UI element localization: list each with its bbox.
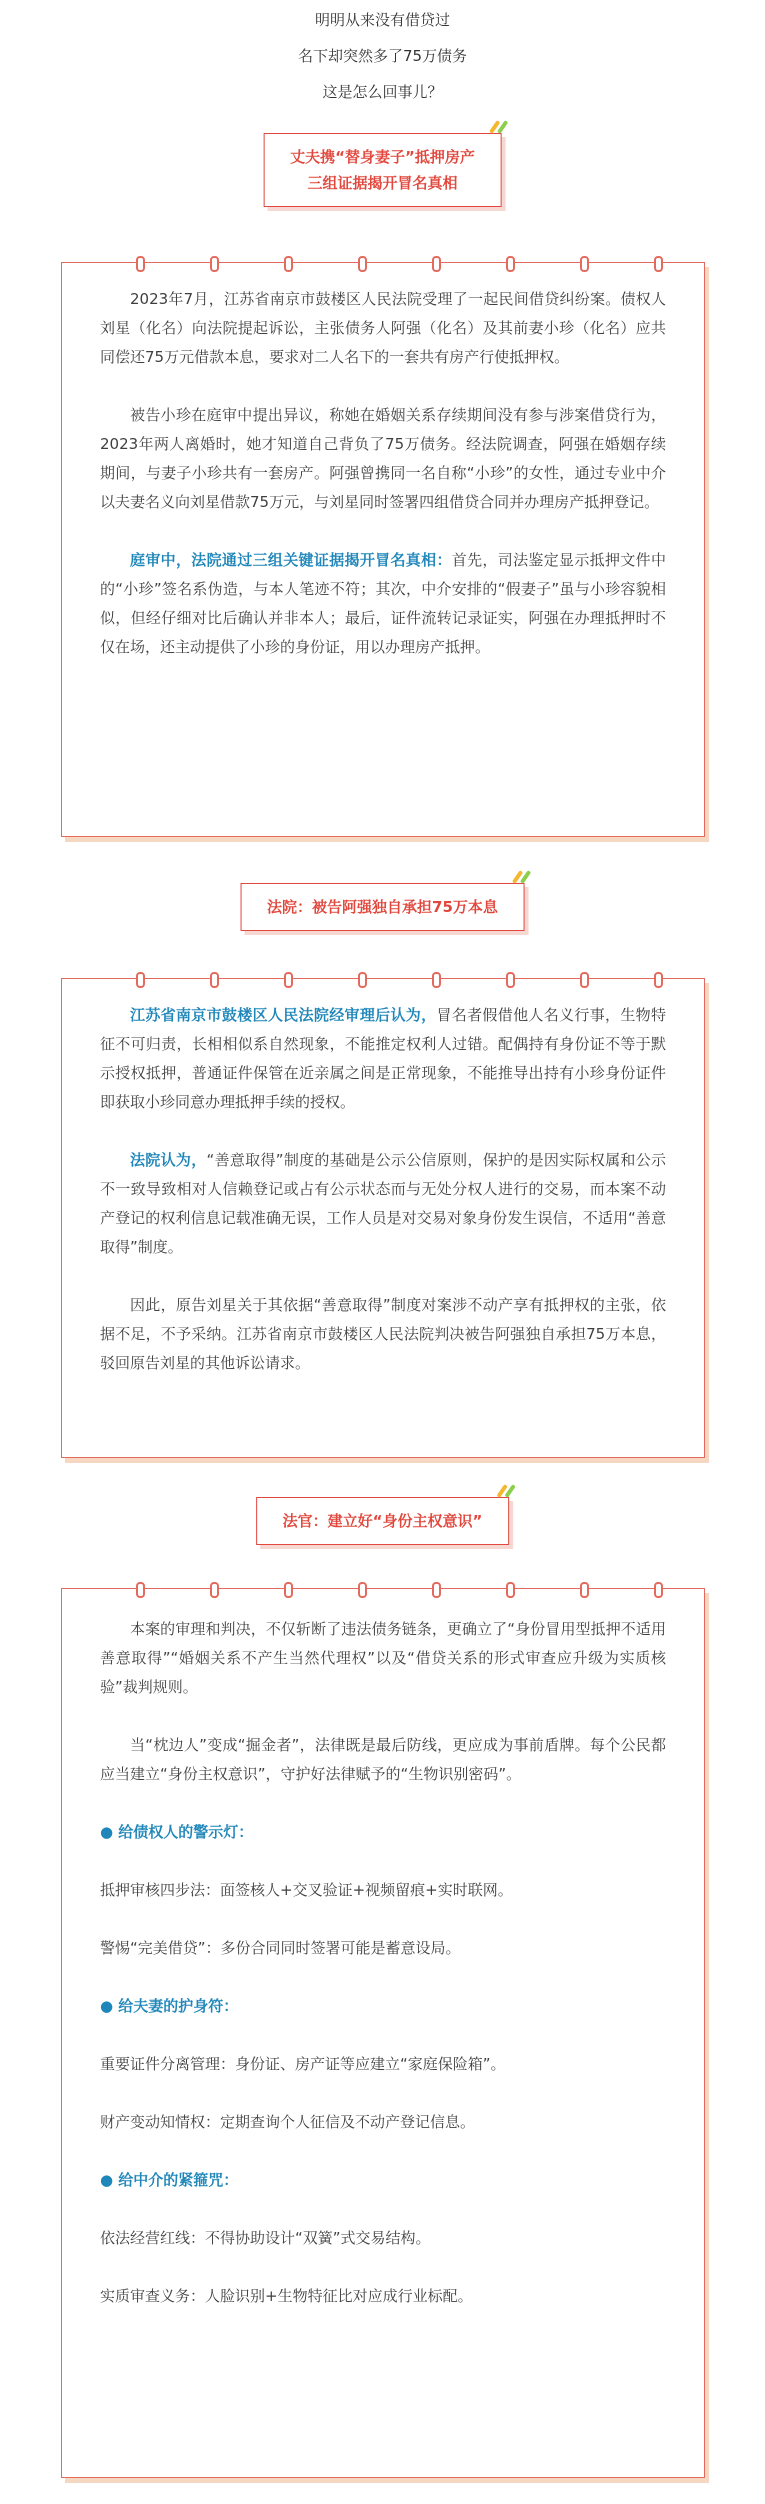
intro-line-2: 名下却突然多了75万债务 bbox=[297, 47, 468, 65]
section1-title-line2: 三组证据揭开冒名真相 bbox=[307, 174, 458, 192]
spouse-protection-item-2: 财产变动知情权：定期查询个人征信及不动产登记信息。 bbox=[100, 2113, 476, 2131]
section2-paragraph-1 bbox=[100, 1001, 666, 1117]
section2-p1-text: 冒名者假借他人名义行事，生物特征不可归责，长相相似系自然现象，不能推定权利人过错。配偶持有身份证不等于默示授权抵押，普通证件保管在近亲属之间是正常现象，不能推导出持有小珍身份证件即获取小珍同意办理抵押手续的授权。 bbox=[100, 1006, 666, 1111]
creditor-warning-item-1: 抵押审核四步法：面签核人+交叉验证+视频留痕+实时联网。 bbox=[100, 1881, 513, 1899]
section1-p3-text: 首先，司法鉴定显示抵押文件中的“小珍”签名系伪造，与本人笔迹不符；其次，中介安排的“假妻子”虽与小珍容貌相似，但经仔细对比后确认并非本人；最后，证件流转记录证实，阿强在办理抵押时不仅在场，还主动提供了小珍的身份证，用以办理房产抵押。 bbox=[100, 551, 666, 656]
agent-restriction-item-2: 实质审查义务：人脸识别+生物特征比对应成行业标配。 bbox=[100, 2287, 473, 2305]
section2-highlight-1: 江苏省南京市鼓楼区人民法院经审理后认为， bbox=[130, 1006, 437, 1024]
binder-rings bbox=[62, 1582, 704, 1598]
section3-title-text: 法官：建立好“身份主权意识” bbox=[282, 1512, 483, 1530]
section2-highlight-2: 法院认为， bbox=[130, 1151, 207, 1169]
section1-title bbox=[263, 133, 502, 207]
agent-restriction-title: ● 给中介的紧箍咒： bbox=[100, 2171, 239, 2189]
intro-line-3: 这是怎么回事儿？ bbox=[322, 83, 443, 101]
section3-paragraph-1: 本案的审理和判决，不仅斩断了违法债务链条，更确立了“身份冒用型抵押不适用善意取得”“婚姻关系不产生当然代理权”以及“借贷关系的形式审查应升级为实质核验”裁判规则。 bbox=[100, 1620, 666, 1696]
binder-rings bbox=[62, 972, 704, 988]
agent-restriction-item-1: 依法经营红线：不得协助设计“双簧”式交易结构。 bbox=[100, 2229, 431, 2247]
section3-title bbox=[256, 1497, 510, 1545]
section1-paragraph-3 bbox=[100, 546, 666, 662]
section2-p2-text: “善意取得”制度的基础是公示公信原则，保护的是因实际权属和公示不一致导致相对人信赖登记或占有公示状态而与无处分权人进行的交易，而本案不动产登记的权利信息记载准确无误，工作人员是对交易对象身份发生误信，不适用“善意取得”制度。 bbox=[100, 1151, 666, 1256]
section1-box bbox=[61, 262, 705, 837]
tick-mark-icon bbox=[508, 870, 534, 884]
section1-paragraph-1: 2023年7月，江苏省南京市鼓楼区人民法院受理了一起民间借贷纠纷案。债权人刘星（化名）向法院提起诉讼，主张债务人阿强（化名）及其前妻小珍（化名）应共同偿还75万元借款本息，要求对二人名下的一套共有房产行使抵押权。 bbox=[100, 290, 666, 366]
creditor-warning-title: ● 给债权人的警示灯： bbox=[100, 1823, 254, 1841]
creditor-warning-item-2: 警惕“完美借贷”：多份合同同时签署可能是蓄意设局。 bbox=[100, 1939, 461, 1957]
intro-line-1: 明明从来没有借贷过 bbox=[314, 11, 450, 29]
tick-mark-icon bbox=[492, 1484, 518, 1498]
section3-paragraph-2: 当“枕边人”变成“掘金者”，法律既是最后防线，更应成为事前盾牌。每个公民都应当建立“身份主权意识”，守护好法律赋予的“生物识别密码”。 bbox=[100, 1736, 666, 1783]
binder-rings bbox=[62, 256, 704, 272]
section3-box bbox=[61, 1588, 705, 2478]
spouse-protection-title: ● 给夫妻的护身符： bbox=[100, 1997, 239, 2015]
section2-title bbox=[240, 883, 525, 931]
section1-highlight: 庭审中，法院通过三组关键证据揭开冒名真相： bbox=[130, 551, 452, 569]
section2-paragraph-3: 因此，原告刘星关于其依据“善意取得”制度对案涉不动产享有抵押权的主张，依据不足，不予采纳。江苏省南京市鼓楼区人民法院判决被告阿强独自承担75万本息，驳回原告刘星的其他诉讼请求。 bbox=[100, 1296, 666, 1372]
section1-title-line1: 丈夫携“替身妻子”抵押房产 bbox=[290, 148, 475, 166]
section2-title-text: 法院：被告阿强独自承担75万本息 bbox=[267, 898, 498, 916]
intro bbox=[0, 0, 765, 110]
section2-paragraph-2 bbox=[100, 1146, 666, 1262]
tick-mark-icon bbox=[485, 120, 511, 134]
spouse-protection-item-1: 重要证件分离管理：身份证、房产证等应建立“家庭保险箱”。 bbox=[100, 2055, 506, 2073]
section2-box bbox=[61, 978, 705, 1458]
section1-paragraph-2: 被告小珍在庭审中提出异议，称她在婚姻关系存续期间没有参与涉案借贷行为，2023年两人离婚时，她才知道自己背负了75万债务。经法院调查，阿强在婚姻存续期间，与妻子小珍共有一套房产。阿强曾携同一名自称“小珍”的女性，通过专业中介以夫妻名义向刘星借款75万元，与刘星同时签署四组借贷合同并办理房产抵押登记。 bbox=[100, 406, 666, 511]
